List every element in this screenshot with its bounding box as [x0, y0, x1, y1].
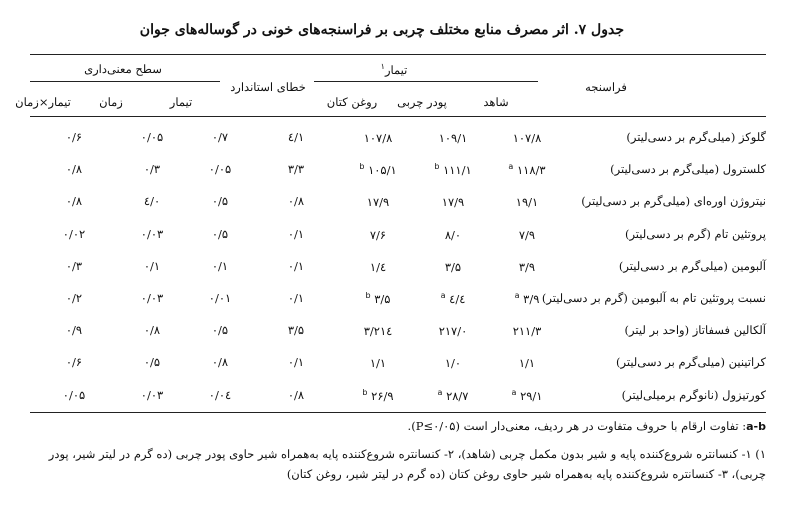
- row-linseed-oil-value: ۱۷/۹: [366, 195, 390, 210]
- row-fat-powder: [418, 259, 488, 274]
- table-row: [30, 347, 766, 380]
- row-sig-time: [118, 227, 186, 241]
- row-control-value: ۳/۹: [523, 291, 540, 306]
- row-control-value: ۱۰۷/۸: [512, 130, 542, 145]
- row-standard-error: [256, 194, 336, 208]
- row-control: [488, 227, 566, 242]
- row-sig-time-value: ۰/٤: [143, 194, 161, 209]
- header-treatment-group: [284, 62, 504, 77]
- table-row: [30, 283, 766, 316]
- row-fat-powder: [418, 130, 488, 145]
- footnote-treatments: ۱) ۱- کنسانتره شروع‌کننده پایه و شیر بدون مکمل چربی (شاهد)، ۲- کنسانتره شروع‌کننده پایه به‌همراه شیر حاوی پودر چربی (ده گرم در لیتر شیر، پودر چربی)، ۳- کنسانتره شروع‌کننده پایه به‌همراه شیر حاوی روغن کتان (ده گرم در لیتر شیر، روغن کتان): [48, 447, 766, 481]
- row-sig-interaction: [30, 162, 118, 176]
- row-sig-interaction: [30, 323, 118, 337]
- row-standard-error-value: ۰/۸: [287, 387, 305, 402]
- row-sig-time: [118, 323, 186, 337]
- row-linseed-oil-value: ۳/۵: [374, 291, 391, 306]
- row-fat-powder: [418, 291, 488, 306]
- row-sig-treatment: [186, 162, 254, 176]
- row-fat-powder: [418, 194, 488, 209]
- header-sig-treatment: تیمار: [169, 95, 193, 109]
- row-fat-powder-value: ۱/۰: [444, 356, 462, 371]
- row-fat-powder: [418, 388, 488, 403]
- row-parameter-value: آلکالین فسفاتاز (واحد بر لیتر): [624, 323, 766, 338]
- table-row: [30, 154, 766, 187]
- row-sig-interaction: [30, 388, 118, 402]
- row-sig-interaction-value: ۰/۸: [65, 162, 83, 177]
- row-sig-time-value: ۰/۰۵: [140, 130, 164, 144]
- table-title: جدول ۷. اثر مصرف منابع مختلف چربی بر فراسنجه‌های خونی در گوساله‌های جوان: [139, 22, 624, 38]
- row-sig-time-value: ۰/۰۳: [140, 387, 164, 402]
- row-standard-error-value: ۰/۱: [287, 355, 305, 370]
- row-sig-treatment-value: ۰/۰۱: [208, 291, 232, 305]
- row-sig-interaction-value: ۰/۲: [65, 291, 83, 305]
- table-row: [30, 186, 766, 219]
- row-linseed-oil-letter: b: [365, 291, 371, 300]
- row-sig-interaction-value: ۰/۸: [65, 194, 83, 209]
- header-rule: [30, 116, 766, 117]
- row-fat-powder-letter: a: [437, 387, 443, 397]
- row-sig-time-value: ۰/۵: [143, 355, 161, 370]
- row-fat-powder: [418, 323, 488, 338]
- row-linseed-oil-value: ۷/۶: [369, 227, 387, 242]
- row-sig-interaction: [30, 227, 118, 241]
- row-linseed-oil: [338, 323, 418, 338]
- row-control: [488, 291, 566, 306]
- row-sig-treatment: [186, 388, 254, 402]
- row-control: [488, 355, 566, 370]
- row-linseed-oil-value: ۱۰۵/۱: [368, 163, 397, 178]
- row-sig-interaction: [30, 130, 118, 144]
- row-control-letter: a: [514, 291, 520, 300]
- header-significance-group: سطح معنی‌داری: [84, 62, 162, 76]
- row-sig-time-value: ۰/۰۳: [140, 291, 164, 305]
- row-standard-error-value: ۰/۱: [287, 258, 305, 273]
- row-linseed-oil-value: ٤/۱: [369, 259, 387, 274]
- header-fat-powder: پودر چربی: [397, 95, 447, 109]
- row-linseed-oil: [338, 130, 418, 145]
- row-control-value: ۱۹/۱: [515, 195, 539, 210]
- row-fat-powder-letter: b: [434, 162, 440, 172]
- row-sig-treatment-value: ۰/۸: [211, 355, 229, 370]
- row-sig-treatment-value: ۰/۵: [211, 226, 229, 241]
- row-linseed-oil: [338, 227, 418, 242]
- row-sig-treatment-value: ۰/۵: [211, 323, 229, 338]
- row-standard-error: [256, 388, 336, 402]
- row-sig-interaction-value: ۰/۰۵: [62, 387, 86, 402]
- row-parameter-value: کورتیزول (نانوگرم برمیلی‌لیتر): [621, 387, 766, 402]
- row-standard-error: [256, 259, 336, 273]
- treatment-subrule: [314, 81, 538, 82]
- row-fat-powder: [418, 355, 488, 370]
- header-treatment-label: تیمار: [384, 62, 408, 77]
- row-fat-powder-value: ۱۱۱/۱: [443, 163, 472, 178]
- row-parameter: [566, 388, 766, 402]
- row-parameter-value: نسبت پروتئین تام به آلبومین (گرم بر دسی‌لیتر): [541, 291, 766, 305]
- row-control-letter: a: [511, 387, 517, 397]
- row-parameter-value: کلسترول (میلی‌گرم بر دسی‌لیتر): [610, 162, 766, 177]
- row-sig-interaction: [30, 194, 118, 208]
- header-sig-interaction: تیمار×زمان: [15, 95, 71, 109]
- row-fat-powder-value: ۸/۰: [444, 227, 462, 242]
- row-fat-powder: [418, 227, 488, 242]
- row-linseed-oil-value: ۱/۱: [369, 356, 387, 371]
- row-control-value: ۲۱۱/۳: [512, 324, 542, 339]
- row-sig-treatment-value: ۰/۱: [211, 258, 229, 273]
- row-linseed-oil-letter: b: [362, 387, 368, 397]
- footnote-ab: [26, 416, 766, 437]
- row-linseed-oil: [338, 388, 418, 403]
- row-control-letter: a: [508, 162, 514, 172]
- row-sig-treatment-value: ۰/۰٤: [208, 387, 232, 402]
- table-row: [30, 251, 766, 284]
- row-sig-interaction-value: ۰/۶: [65, 355, 83, 370]
- row-fat-powder-letter: a: [440, 291, 446, 300]
- row-standard-error-value: ۰/۱: [287, 226, 305, 241]
- row-control: [488, 259, 566, 274]
- row-sig-interaction-value: ۰/۹: [65, 323, 83, 338]
- row-fat-powder-value: ٤/٤: [449, 291, 466, 306]
- row-sig-time-value: ۰/۱: [143, 258, 161, 273]
- row-linseed-oil: [338, 194, 418, 209]
- row-standard-error-value: ۰/۸: [287, 194, 305, 209]
- table-row: [30, 219, 766, 252]
- row-sig-time: [118, 355, 186, 369]
- row-standard-error: [256, 227, 336, 241]
- row-sig-treatment: [186, 259, 254, 273]
- row-parameter-value: کراتینین (میلی‌گرم بر دسی‌لیتر): [616, 355, 766, 370]
- row-fat-powder-value: ۲۸/۷: [446, 388, 469, 403]
- row-standard-error: [256, 355, 336, 369]
- row-sig-time: [118, 291, 186, 305]
- row-sig-treatment: [186, 323, 254, 337]
- row-linseed-oil: [338, 355, 418, 370]
- row-sig-treatment-value: ۰/۵: [211, 194, 229, 209]
- row-sig-interaction-value: ۰/۰۲: [62, 226, 86, 241]
- top-rule: [30, 54, 766, 55]
- row-sig-interaction: [30, 355, 118, 369]
- header-control: شاهد: [483, 95, 509, 109]
- header-sig-time: زمان: [99, 95, 123, 109]
- row-parameter-value: گلوکز (میلی‌گرم بر دسی‌لیتر): [626, 130, 766, 144]
- row-parameter: [566, 130, 766, 144]
- row-sig-time: [118, 259, 186, 273]
- row-fat-powder-value: ۲۱۷/۰: [438, 324, 468, 339]
- footnote-ab-label: a-b: [746, 420, 766, 433]
- row-standard-error: [256, 291, 336, 305]
- row-control-value: ۱۱۸/۳: [516, 163, 546, 178]
- row-sig-interaction: [30, 259, 118, 273]
- row-parameter: [566, 162, 766, 176]
- row-sig-interaction-value: ۰/۳: [65, 258, 83, 273]
- row-standard-error-value: ۱/٤: [287, 130, 305, 144]
- row-fat-powder-value: ۳/۵: [444, 259, 462, 274]
- row-control-value: ۷/۹: [518, 227, 536, 242]
- row-sig-treatment: [186, 194, 254, 208]
- significance-subrule: [30, 81, 220, 82]
- row-sig-interaction-value: ۰/۶: [65, 130, 83, 144]
- row-sig-treatment: [186, 291, 254, 305]
- table-row: [30, 315, 766, 348]
- row-parameter-value: آلبومین (میلی‌گرم بر دسی‌لیتر): [618, 258, 766, 273]
- row-sig-time: [118, 194, 186, 208]
- table-row: [30, 380, 766, 413]
- row-linseed-oil-value: ۲۱٤/۳: [363, 324, 393, 339]
- header-standard-error: خطای استاندارد: [230, 80, 306, 94]
- row-sig-time-value: ۰/۰۳: [140, 226, 164, 241]
- row-sig-treatment: [186, 355, 254, 369]
- row-sig-time: [118, 388, 186, 402]
- row-linseed-oil-value: ۲۶/۹: [371, 388, 394, 403]
- row-parameter: [566, 259, 766, 273]
- row-standard-error-value: ۳/۳: [287, 162, 305, 177]
- row-control: [488, 130, 566, 145]
- row-sig-treatment-value: ۰/۷: [211, 130, 229, 144]
- row-standard-error: [256, 323, 336, 337]
- row-sig-time-value: ۰/۸: [143, 323, 161, 338]
- row-sig-time-value: ۰/۳: [143, 162, 161, 177]
- row-control-value: ۳/۹: [518, 259, 536, 274]
- header-treatment-sup: ۱: [380, 62, 385, 71]
- row-standard-error-value: ۳/۵: [287, 323, 305, 338]
- row-control-value: ۲۹/۱: [520, 388, 543, 403]
- row-control-value: ۱/۱: [518, 356, 536, 371]
- row-sig-treatment-value: ۰/۰۵: [208, 162, 232, 177]
- row-control: [488, 388, 566, 403]
- row-parameter: [566, 355, 766, 369]
- row-parameter: [566, 227, 766, 241]
- row-control: [488, 323, 566, 338]
- row-sig-treatment: [186, 130, 254, 144]
- row-sig-treatment: [186, 227, 254, 241]
- row-control: [488, 162, 566, 177]
- row-parameter: [566, 323, 766, 337]
- row-standard-error: [256, 162, 336, 176]
- row-linseed-oil: [338, 162, 418, 177]
- row-sig-time: [118, 130, 186, 144]
- row-sig-time: [118, 162, 186, 176]
- bottom-rule: [30, 412, 766, 413]
- row-parameter: [566, 194, 766, 208]
- row-linseed-oil: [338, 291, 418, 306]
- row-sig-interaction: [30, 291, 118, 305]
- row-control: [488, 194, 566, 209]
- row-linseed-oil: [338, 259, 418, 274]
- footnote-ab-text: : تفاوت ارقام با حروف متفاوت در هر ردیف، معنی‌دار است (P≤۰/۰۵).: [407, 419, 747, 433]
- row-standard-error-value: ۰/۱: [287, 291, 305, 305]
- row-standard-error: [256, 130, 336, 144]
- row-linseed-oil-value: ۱۰۷/۸: [363, 130, 393, 145]
- header-linseed-oil: روغن کتان: [326, 95, 378, 109]
- row-parameter: [541, 291, 766, 305]
- row-parameter-value: پروتئین تام (گرم بر دسی‌لیتر): [624, 226, 766, 241]
- row-fat-powder: [418, 162, 488, 177]
- table-row: [30, 122, 766, 155]
- row-linseed-oil-letter: b: [359, 162, 365, 172]
- row-fat-powder-value: ۱۰۹/۱: [438, 130, 468, 145]
- header-parameter: فراسنجه: [585, 80, 627, 94]
- row-fat-powder-value: ۱۷/۹: [441, 195, 465, 210]
- row-parameter-value: نیتروژن اوره‌ای (میلی‌گرم بر دسی‌لیتر): [581, 194, 766, 209]
